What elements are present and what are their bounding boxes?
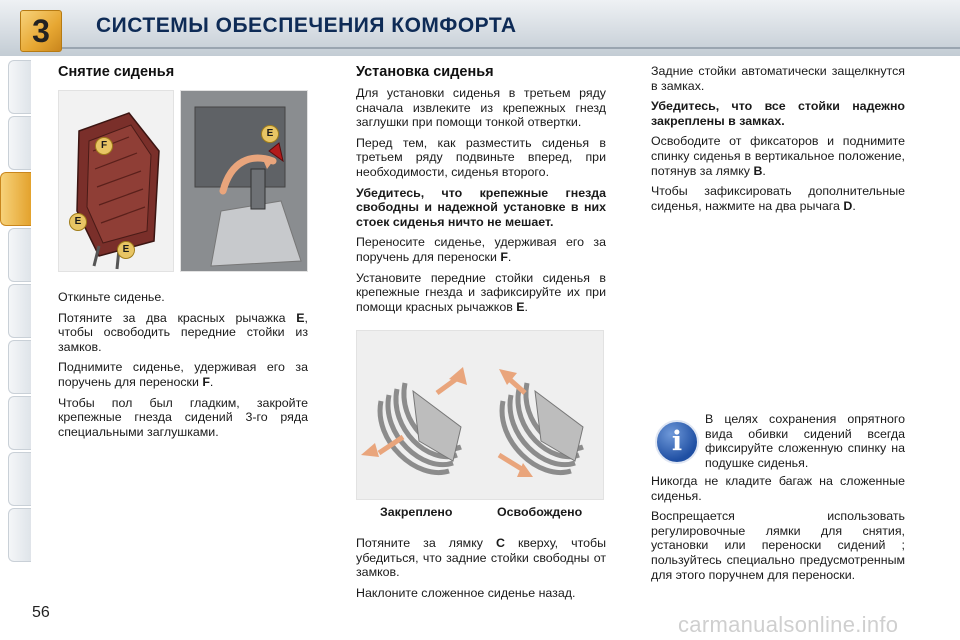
paragraph: Перед тем, как разместить сиденья в третьем ряду подвиньте вперед, при необходимости, сиденья второго. [356,135,606,179]
paragraph: Задние стойки автоматически защелкнутся в замках. [651,64,905,93]
removal-text [58,290,308,445]
warning-paragraph: Убедитесь, что крепежные гнезда свободны и надежной установке в них стоек сиденья ничто не мешает. [356,185,606,229]
paragraph: Освободите от фиксаторов и поднимите спинку сиденья в вертикальное положение, потянув за лямку B. [651,134,905,178]
folded-seat-illustration [59,91,173,271]
callout-label: F [95,137,113,155]
callout-label: E [117,241,135,259]
lever-release-illustration [181,91,307,271]
chapter-title: СИСТЕМЫ ОБЕСПЕЧЕНИЯ КОМФОРТА [96,14,517,37]
paragraph: Откиньте сиденье. [58,290,165,304]
chapter-tabs [0,60,30,580]
warning-paragraph: Убедитесь, что все стойки надежно закреплены в замках. [651,99,905,128]
paragraph: Переносите сиденье, удерживая его за поручень для переноски F. [356,235,606,264]
paragraph: Поднимите сиденье, удерживая его за поручень для переноски F. [58,360,308,389]
info-note [705,412,905,476]
page-number: 56 [32,604,50,621]
installation-text [356,86,606,320]
strap-positions-illustration [357,331,603,499]
chapter-tab[interactable] [8,340,31,394]
paragraph: Установите передние стойки сиденья в крепежные гнезда и зафиксируйте их при помощи красных рычажков E. [356,270,606,314]
lever-detail-figure [180,90,308,272]
callout-label: E [261,125,279,143]
seat-removal-figure [58,90,174,272]
chapter-tab[interactable] [8,60,31,114]
right-column-text-continued [651,474,905,588]
chapter-tab[interactable] [8,116,31,170]
chapter-tab-active[interactable] [0,172,31,226]
chapter-number-badge: 3 [20,10,62,52]
callout-label: E [69,213,87,231]
chapter-tab[interactable] [8,396,31,450]
section-heading-removal: Снятие сиденья [58,64,175,80]
paragraph: Потяните за два красных рычажка E, чтобы освободить передние стойки из замков. [58,310,308,354]
paragraph: Воспрещается использовать регулировочные лямки для снятия, установки или переноски сидений ; пользуйтесь специально предусмотренным для этого поручнем для переноски. [651,509,905,582]
right-column-text [651,64,905,219]
paragraph: Потяните за лямку C кверху, чтобы убедиться, что задние стойки свободны от замков. [356,536,607,580]
chapter-tab[interactable] [8,228,31,282]
paragraph: Для установки сиденья в третьем ряду сначала извлеките из крепежных гнезд заглушки при помощи тонкой отвертки. [356,86,606,130]
paragraph: Чтобы зафиксировать дополнительные сиденья, нажмите на два рычага D. [651,184,905,213]
watermark: carmanualsonline.info [678,612,899,637]
header-rule [60,47,960,49]
chapter-tab[interactable] [8,284,31,338]
chapter-tab[interactable] [8,452,31,506]
chapter-tab[interactable] [8,508,31,562]
info-icon: i [655,420,699,464]
paragraph: Чтобы пол был гладким, закройте крепежные гнезда сидений 3-го ряда специальными заглушками. [58,395,308,439]
installation-text-continued [356,536,606,606]
strap-positions-figure [356,330,604,500]
caption-locked: Закреплено [380,505,453,519]
info-text: В целях сохранения опрятного вида обивки сидений всегда фиксируйте сложенную спинку на подушке сиденья. [705,412,905,470]
paragraph: Наклоните сложенное сиденье назад. [356,585,576,600]
section-heading-installation: Установка сиденья [356,64,494,80]
paragraph: Никогда не кладите багаж на сложенные сиденья. [651,474,905,503]
caption-released: Освобождено [497,505,583,519]
